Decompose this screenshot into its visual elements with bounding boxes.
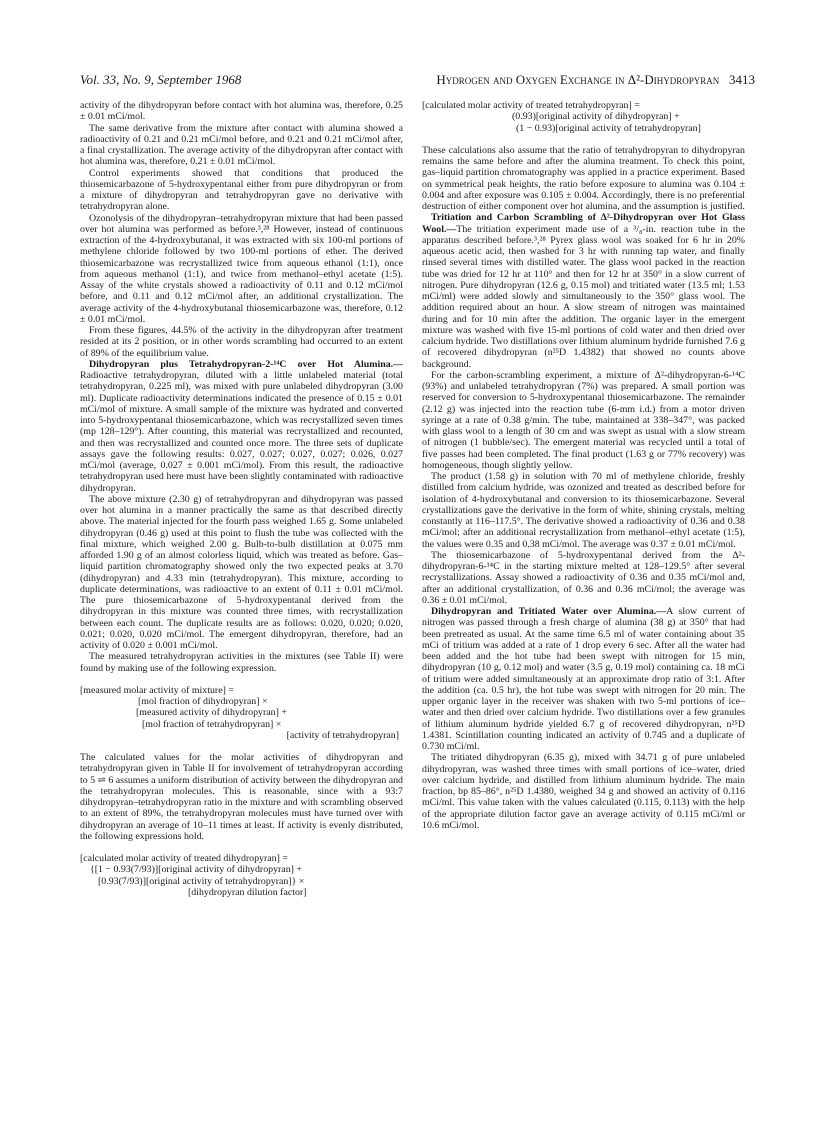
paragraph: The thiosemicarbazone of 5-hydroxypentanal derived from the Δ²-dihydropyran-6-¹⁴C in the starting mixture melted at 128–129.5° after several recrystallizations. Assay showed a radioactivity of 0.36 and 0.35 mCi/mol and, after an additional crystallization, of 0.36 and 0.36 mCi/mol; the average was 0.36 ± 0.01 mCi/mol. [422, 549, 745, 606]
paragraph: activity of the dihydropyran before contact with hot alumina was, therefore, 0.25 ± 0.01 mCi/mol. [80, 100, 403, 123]
left-column [80, 100, 403, 898]
equation-line: [measured activity of dihydropyran] + [136, 707, 287, 719]
section-heading: Tritiation and Carbon Scrambling of Δ²-Dihydropyran over Hot Glass Wool.— [422, 212, 745, 235]
paragraph: For the carbon-scrambling experiment, a mixture of Δ²-dihydropyran-6-¹⁴C (93%) and unlabeled tetrahydropyran (7%) was prepared. A small portion was reserved for conversion to 5-hydroxypentanal thiosemicarbazone. The remainder (2.12 g) was injected into the reaction tube (6-mm i.d.) from a motor driven syringe at a rate of 0.38 g/min. The tube, maintained at 338–347°, was packed with glass wool to a length of 30 cm and was swept as usual with a slow stream of nitrogen (1 bubble/sec). The emergent material was recycled until a total of five passes had been completed. The final product (1.63 g or 77% recovery) was homogeneous, though slightly yellow. [422, 369, 745, 471]
equation-line: [mol fraction of tetrahydropyran] × [142, 718, 282, 730]
page-number: 3413 [729, 72, 755, 87]
paragraph: Ozonolysis of the dihydropyran–tetrahydropyran mixture that had been passed over hot alumina was performed as before.³,²⁸ However, instead of continuous extraction of the 4-hydroxybutanal, it was extracted with six 100-ml portions of methylene chloride followed by two 100-ml portions of ether. The derived thiosemicarbazone was recrystallized twice from aqueous ethanol (1:1), once from aqueous methanol (1:1), and twice from methanol–ethyl acetate (1:5). Assay of the white crystals showed a radioactivity of 0.11 and 0.12 mCi/mol before, and 0.11 and 0.12 mCi/mol after, an additional crystallization. The average activity of the 4-hydroxybutanal thiosemicarbazone was, therefore, 0.12 ± 0.01 mCi/mol. [80, 212, 403, 325]
paragraph [422, 606, 745, 752]
paragraph: The tritiated dihydropyran (6.35 g), mixed with 34.71 g of pure unlabeled dihydropyran, was washed three times with small portions of ice–water, dried over calcium hydride, and distilled from lithium aluminum hydride. The main fraction, bp 85–86°, n²⁵D 1.4380, weighed 34 g and showed an activity of 0.116 mCi/ml. This value taken with the values calculated (0.115, 0.113) with the help of the appropriate dilution factor gave an average activity of 0.115 mCi/ml or 10.6 mCi/mol. [422, 752, 745, 831]
equation-line: [mol fraction of dihydropyran] × [138, 696, 268, 707]
running-title: Hydrogen and Oxygen Exchange in Δ²-Dihydropyran [436, 72, 720, 87]
paragraph: The above mixture (2.30 g) of tetrahydropyran and dihydropyran was passed over hot alumina in a manner practically the same as that described directly above. The material injected for the fourth pass weighed 1.65 g. Some unlabeled dihydropyran (0.46 g) used at this point to flush the tube was collected with the final mixture, which weighed 2.00 g. Bulb-to-bulb distillation at 0.075 mm afforded 1.90 g of an almost colorless liquid, which was treated as before. Gas–liquid partition chromatography showed only the two expected peaks at 3.70 (dihydropyran) and 4.33 min (tetrahydropyran). This mixture, according to duplicate determinations, was radioactive to an extent of 0.11 ± 0.01 mCi/mol. The pure thiosemicarbazone of 5-hydroxypentanal derived from the dihydropyran in this mixture was counted three times, with recrystallization between each count. The duplicate results are as follows: 0.020, 0.020; 0.020, 0.021; 0.020, 0.020 mCi/mol. The emergent dihydropyran, therefore, had an activity of 0.020 ± 0.001 mCi/mol. [80, 493, 403, 651]
paragraph: From these figures, 44.5% of the activity in the dihydropyran after treatment resided at its 2 position, or in other words scrambling had occurred to an extent of 89% of the equilibrium value. [80, 325, 403, 359]
equation-line: {[1 − 0.93(7/93)][original activity of dihydropyran] + [90, 864, 302, 876]
equation-line: [calculated molar activity of treated dihydropyran] = [80, 853, 288, 864]
equation-line: (1 − 0.93)[original activity of tetrahydropyran] [516, 122, 701, 134]
journal-citation: Vol. 33, No. 9, September 1968 [80, 72, 242, 87]
equation-line: [calculated molar activity of treated tetrahydropyran] = [422, 100, 640, 111]
paragraph: The product (1.58 g) in solution with 70 ml of methylene chloride, freshly distilled from calcium hydride, was ozonized and treated as described before for isolation of 4-hydroxybutanal and conversion to its thiosemicarbazone. Several crystallizations gave the derivative in the form of white, shining crystals, melting constantly at 116–117.5°. The derivative showed a radioactivity of 0.36 and 0.38 mCi/mol; after an additional recrystallization from methanol–ethyl acetate (1:5), the values were 0.35 and 0.38 mCi/mol. The average was 0.37 ± 0.01 mCi/mol. [422, 471, 745, 550]
equation-dihydropyran-activity [80, 853, 403, 898]
paragraph: The calculated values for the molar activities of dihydropyran and tetrahydropyran given in Table II for involvement of tetrahydropyran according to 5 ⇌ 6 assumes a uniform distribution of activity between the dihydropyran and the tetrahydropyran molecules. This is reasonable, since with a 93:7 dihydropyran–tetrahydropyran ratio in the mixture and with scrambling observed to an extent of 89%, the tetrahydropyran molecules must have turned over with dihydropyran an average of 10–11 times at least. If activity is evenly distributed, the following expressions hold. [80, 752, 403, 842]
paragraph: The same derivative from the mixture after contact with alumina showed a radioactivity of 0.21 and 0.21 mCi/mol before, and 0.21 and 0.21 mCi/mol after, a final crystallization. The average activity of the dihydropyran after contact with hot alumina was, therefore, 0.21 ± 0.01 mCi/mol. [80, 122, 403, 168]
section-heading: Dihydropyran plus Tetrahydropyran-2-¹⁴C over Hot Alumina.— [89, 358, 403, 370]
equation-tetrahydropyran-activity [422, 100, 745, 134]
paragraph: Control experiments showed that conditions that produced the thiosemicarbazone of 5-hydroxypentanal either from pure dihydropyran or from a mixture of dihydropyran and tetrahydropyran gave no derivative with tetrahydropyran alone. [80, 167, 403, 213]
paragraph-body: A slow current of nitrogen was passed through a fresh charge of alumina (38 g) at 350° that had been pretreated as usual. At the same time 6.5 ml of water containing about 35 mCi of tritium was added at a rate of 1 drop every 6 sec. After all the water had been added and the hot tube had been swept with nitrogen for 15 min, dihydropyran (10 g, 0.12 mol) and water (3.5 g, 0.19 mol) containing ca. 18 mCi of tritium were added simultaneously at an approximate drop ratio of 3:1. After the addition (ca. 0.5 hr), the hot tube was swept with nitrogen for 20 min. The upper organic layer in the receiver was shaken with two 5-ml portions of ice–water and then dried over calcium hydride. Two distillations over a few granules of lithium aluminum hydride yielded 6.7 g of recovered dihydropyran, n²⁵D 1.4381. Scintillation counting indicated an activity of 0.745 and a duplicate of 0.730 mCi/ml. [422, 606, 745, 752]
equation-line: [0.93(7/93)][original activity of tetrahydropyran]} × [98, 875, 305, 887]
paragraph-body: The tritiation experiment made use of a ³/₈-in. reaction tube in the apparatus described before.³,²⁸ Pyrex glass wool was soaked for 6 hr in 20% aqueous acetic acid, then washed for 3 hr with running tap water, and finally rinsed several times with distilled water. The glass wool packed in the reaction tube was dried for 12 hr at 110° and then for 12 hr at 350° in a slow current of nitrogen. Pure dihydropyran (12.6 g, 0.15 mol) and tritiated water (13.5 ml; 1.53 mCi/ml) were added slowly and simultaneously to the 350° glass wool. The addition required about an hour. A slow stream of nitrogen was maintained during and for 10 min after the addition. The organic layer in the emergent mixture was washed with five 15-ml portions of cold water and then dried over calcium hydride. Two distillations over lithium aluminum hydride furnished 7.6 g of recovered dihydropyran (n²⁵D 1.4382) that showed no counts above background. [422, 223, 745, 370]
equation-line: (0.93)[original activity of dihydropyran] + [512, 111, 680, 123]
equation-line: [measured molar activity of mixture] = [80, 684, 234, 696]
section-heading: Dihydropyran and Tritiated Water over Alumina.— [431, 606, 667, 617]
paragraph: The measured tetrahydropyran activities in the mixtures (see Table II) were found by making use of the following expression. [80, 651, 403, 674]
right-column [422, 100, 745, 831]
paragraph [80, 359, 403, 494]
paragraph-body: Radioactive tetrahydropyran, diluted with a little unlabeled material (total tetrahydropyran, 0.225 ml), was mixed with pure unlabeled dihydropyran (3.00 ml). Duplicate radioactivity determinations indicated the presence of 0.15 ± 0.01 mCi/mol of mixture. A small sample of the mixture was hydrated and converted into 5-hydroxypentanal thiosemicarbazone, which was recrystallized seven times (mp 128–129°). After counting, this material was recrystallized and recounted, and then was recrystallized and counted once more. The three sets of duplicate assays gave the following results: 0.027, 0.027; 0.027, 0.027; 0.026, 0.027 mCi/mol (average, 0.027 ± 0.001 mCi/mol). From this result, the radioactive tetrahydropyran used here must have been slightly contaminated with radioactive dihydropyran. [80, 370, 403, 494]
paragraph: These calculations also assume that the ratio of tetrahydropyran to dihydropyran remains the same before and after the alumina treatment. To check this point, gas–liquid partition chromatography was applied in a practice experiment. Based on symmetrical peak heights, the ratio before exposure to alumina was 0.104 ± 0.004 and after exposure was 0.105 ± 0.004. Accordingly, there is no preferential destruction of either component over hot alumina, and the assumption is justified. [422, 144, 745, 212]
running-header [436, 72, 755, 88]
equation-line: [activity of tetrahydropyran] [286, 729, 399, 741]
equation-mixture-activity [80, 685, 403, 741]
equation-line: [dihydropyran dilution factor] [188, 886, 307, 898]
paragraph [422, 212, 745, 370]
